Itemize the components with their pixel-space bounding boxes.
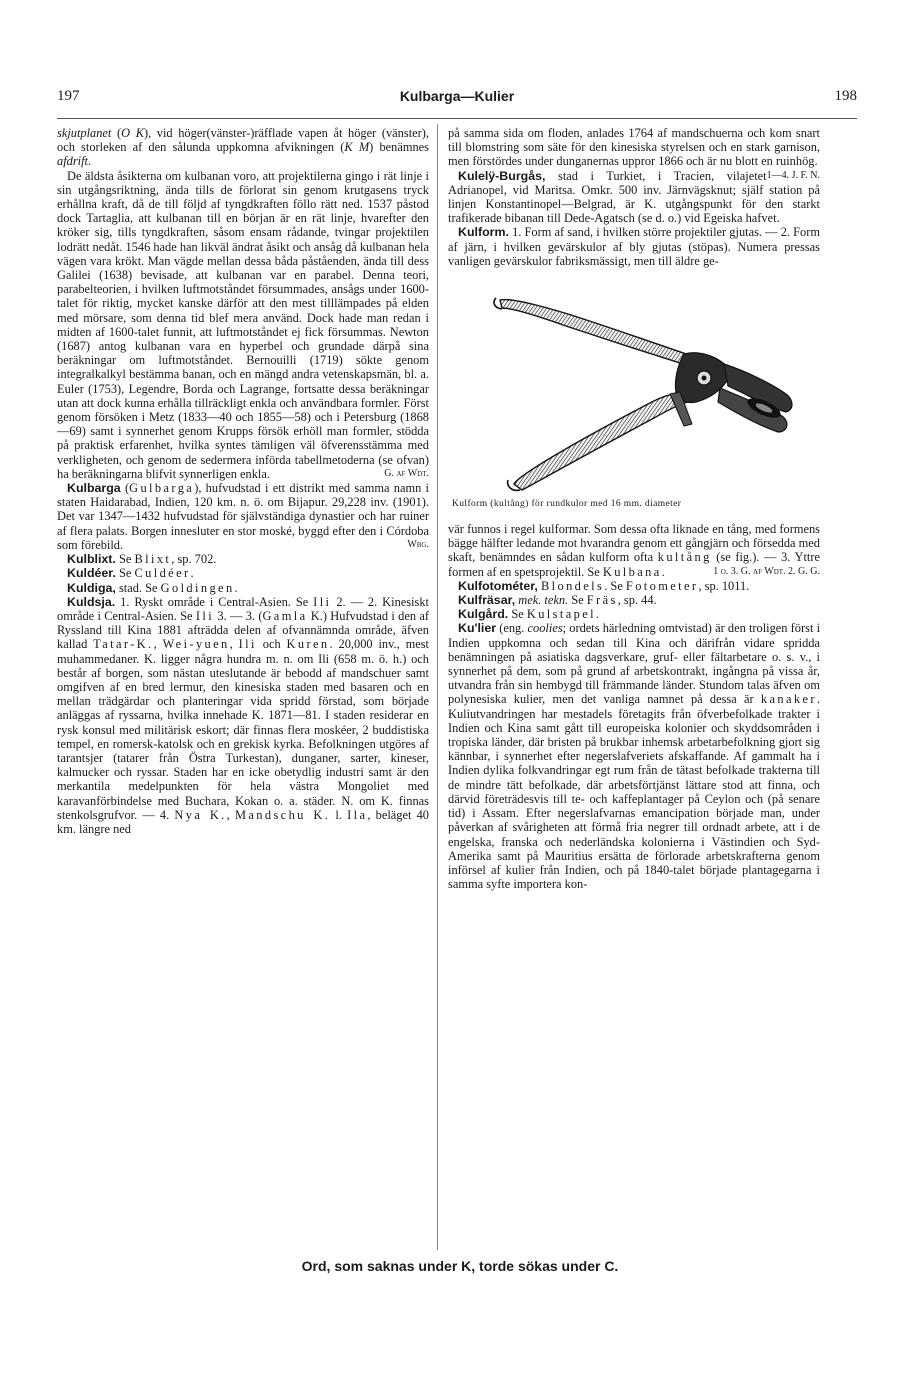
entry-kulform: Kulform. 1. Form af sand, i hvilken större projektiler gjutas. — 2. Form af järn, i hvilken gevärskulor af bly gjutas (stöpas). Numera pressas vanligen gevärskulor fabriksmässigt, men till äldre ge- — [448, 225, 820, 268]
signature: 1 o. 3. G. af Wdt. 2. G. G. — [713, 565, 820, 577]
entry-kulfrasar: Kulfräsar, mek. tekn. Se Fräs, sp. 44. — [458, 593, 657, 608]
headword: Kulform. — [458, 225, 509, 240]
figure-bullet-mould — [448, 276, 820, 494]
headword: Kulblixt. — [67, 552, 116, 567]
entry-kulblixt: Kulblixt. Se Blixt, sp. 702. — [67, 552, 217, 567]
headword: Kulelÿ-Burgås, — [458, 168, 546, 183]
entry-kulfotometer: Kulfotométer, Blondels. Se Fotometer, sp. 1011. — [458, 578, 750, 593]
headword: Kulfräsar, — [458, 593, 516, 608]
page-number-right: 198 — [834, 88, 857, 104]
headword: Kuldiga, — [67, 580, 116, 595]
signature: G. af Wdt. — [384, 467, 429, 479]
signature: 1—4. J. F. N. — [766, 169, 820, 181]
entry-kuldsja: Kuldsja. 1. Ryskt område i Central-Asien. Se Ili 2. — 2. Kinesiskt område i Central-Asien. Se Ili 3. — 3. (Gamla K.) Hufvudstad i den af Ryssland till Kina 1881 afträdda delen af ofvannämnda område, äfven kallad Tatar-K., Wei-yuen, Ili och Kuren. 20,000 inv., mest muhammedaner. K. ligger några hundra m. n. om Ili (658 m. ö. h.) och består af borgen, som nästan uteslutande är bebodd af mandschuer samt omgifven af en bred lermur, den kinesiska staden med basaren och en mellan trädgärdar och planteringar vida spridd förstad, som började anläggas af ryssarna, hvilka innehade K. 1871—81. I staden residerar en rysk konsul med militärisk eskort; där finnas flera moskéer, 2 buddistiska tempel, en romersk-katolsk och en grekisk kyrka. Befolkningen utgöres af tarantsjer (tatarer från Östra Turkestan), dunganer, sarter, kineser, kalmucker och ryssar. Staden har en icke obetydlig industri samt är den merkantila medelpunkten för hela västra Mongoliet med karavanförbindelse med Buchara, Kokan o. a. städer. N. om K. finnas stenkolsgrufvor. — 4. Nya K., Mandschu K. l. Ila, beläget 40 km. längre ned — [57, 594, 430, 836]
entry-kuldeer: Kuldéer. Se Culdéer. — [67, 566, 194, 581]
right-column — [448, 126, 820, 891]
headword: Ku'lier — [458, 621, 497, 636]
entry-kulgard: Kulgård. Se Kulstapel. — [458, 607, 600, 622]
figure-caption: Kulform (kultång) för rundkulor med 16 mm. diameter — [452, 499, 682, 510]
paragraph-kulform-continued: vär funnos i regel kulformar. Som dessa ofta liknade en tång, med formens bägge hälfter ledande mot hvarandra genom ett gångjärn och försedda med skaft, benämndes en sådan kulform ofta kultång (se fig.). — 3. Yttre formen af en spetsprojektil. Se Kulbana. 1 o. 3. G. af Wdt. 2. G. G. — [448, 522, 820, 579]
running-title: Kulbarga—Kulier — [399, 88, 515, 104]
page-footer-note: Ord, som saknas under K, torde sökas under C. — [301, 1258, 619, 1274]
bullet-mould-illustration — [448, 276, 820, 494]
headword: Kuldéer. — [67, 566, 116, 581]
entry-kuldiga: Kuldiga, stad. Se Goldingen. — [67, 580, 238, 595]
paragraph-kuldsja-continued: på samma sida om floden, anlades 1764 af mandschuerna och kom snart till blomstring som säte för den kinesiska styrelsen och en stark garnison, men förstördes under dunganernas uppror 1866 och är nu blott en ruinhög. 1—4. J. F. N. — [448, 126, 820, 169]
entry-kulier: Ku'lier (eng. coolies; ordets härledning omtvistad) är den troligen först i Indien uppkomna och sedan till Kina och därifrån vidare spridda benämningen på asiatiska dagsverkare, gruf- eller fältarbetare o. s. v., i synnerhet på dem, som på grund af arbetskontrakt, ingångna på vissa år, utvandra från sin hembygd till främmande länder. Stundom talas äfven om polynesiska kulier, men det vanliga namnet på dessa är kanaker. Kuliutvandringen har mestadels företagits från öfverbefolkade trakter i Indien och Kina samt gått till europeiska kolonier och skyddsområden i tropiska länder, där bristen på brukbar inhemsk arbetarbefolkning gjort sig kännbar, i synnerhet efter negerslafveriets afskaffande. Af gammalt ha i Indien dylika folkvandringar egt rum från de tätast befolkade trakterna till de mindre tätt befolkade, där arbetsförtjänst lättare stod att finna, och därvid företrädesvis till te- och kaffeplantager på Ceylon och (på senare tid) i Assam. Efter negerslafvarnas emancipation började man, under påverkan af svårigheten att förmå fria negrer till ordnadt arbete, att i de engelska, franska och nederländska kolonierna i Västindien och Syd-Amerika samt på Mauritius ersätta de förlorade arbetskrafterna genom införsel af kulier från Indien, och på 1840-talet började plantagegarna i samma syfte importera kon- — [448, 621, 821, 892]
paragraph-skjutplanet: skjutplanet (O K), vid höger(vänster-)räfflade vapen åt höger (vänster), och storleken af den sålunda uppkomna afvikningen (K M) benämnes afdrift. — [57, 126, 429, 169]
headword: Kuldsja. — [67, 594, 116, 609]
signature: Wbg. — [407, 538, 429, 550]
left-column — [57, 126, 429, 836]
entry-kuleli-burgas: Kulelÿ-Burgås, stad i Turkiet, i Tracien, vilajetet Adrianopel, vid Maritsa. Omkr. 500 inv. Järnvägsknut; själf station på linjen Konstantinopel—Belgrad, är K. utgångspunkt för den starkt trafikerade bibanan till Dede-Agatsch (se d. o.) vid Egeiska hafvet. — [448, 168, 820, 226]
entry-kulbarga: Kulbarga (Gulbarga), hufvudstad i ett distrikt med samma namn i staten Haidarabad, Indien, 120 km. n. ö. om Bijapur. 29,228 inv. (1901). Det var 1347—1432 hufvudstad för självständiga dynastier och har ruiner af flera palats. Borgen innesluter en stor moské, byggd efter den i Córdoba som förebild. Wbg. — [57, 481, 429, 552]
running-header — [57, 88, 857, 108]
headword: Kulfotométer, — [458, 578, 538, 593]
headword: Kulgård. — [458, 607, 509, 622]
header-rule — [57, 118, 857, 119]
column-divider — [437, 124, 438, 1250]
headword: Kulbarga — [67, 481, 121, 496]
page-number-left: 197 — [57, 88, 80, 104]
paragraph-history: De äldsta åsikterna om kulbanan voro, att projektilerna gingo i rät linje i sin utgångsriktning, ända tills de förlorat sin genom krutgasens tryck erhållna kraft, då de till följd af tyngdkraften föllo rätt ned. 1537 påstod dock Tartaglia, att kulbanan till en början är en rät linje, hvarefter den kröker sig, tills tyngdkraften, såsom ensam rådande, tvingar projektilen lodrätt nedåt. 1546 hade han likväl ändrat åsikt och ansåg då kulbanan hela vägen vara krökt. Man vägde mellan dessa båda påståenden, ända till dess Galilei (1638) bevisade, att kulbanan var en parabel. Denna teori, parabelteorien, i hvilken luftmotståndet försummades, ansågs under 1600-talet för riktig, mycket kanske därför att den mest tilllämpades på elden med mörsare, som denna tid blef mera använd. Dock hade man redan i midten af 1600-talet funnit, att luftmotståndet ej fick försummas. Newton (1687) antog kulbanan vara en hyperbel och grundade därpå sina beräkningar om luftmotståndet. Bernouilli (1719) sökte genom integralkalkyl bestämma banan, och en mängd andra vetenskapsmän, bl. a. Euler (1753), Legendre, Borda och Lagrange, fortsatte dessa beräkningar utan att dock kunna erhålla tillräckligt enkla och användbara formler. Först genom försöken i Metz (1833—40 och 1855—58) och i Petersburg (1868—69) samt i synnerhet genom Krupps försök erhöll man formler, stödda på praktisk erfarenhet, hvilka syntes tämligen väl öfverensstämma med verkligheten, och genom de sedermera införda tabellmetoderna (se ofvan) ha beräkningarna blifvit synnerligen enkla. G. af Wdt. — [57, 168, 429, 481]
